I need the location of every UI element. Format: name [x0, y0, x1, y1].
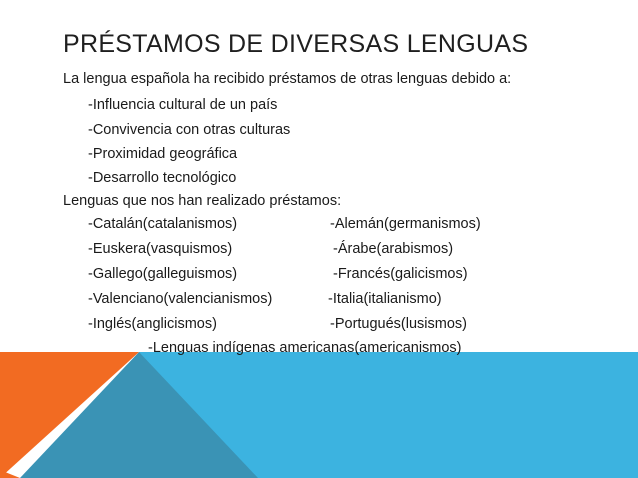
- cause-item: -Proximidad geográfica: [88, 146, 238, 162]
- languages-heading: Lenguas que nos han realizado préstamos:: [63, 193, 342, 209]
- language-item-left: -Gallego(galleguismos): [88, 266, 238, 282]
- slide-title: PRÉSTAMOS DE DIVERSAS LENGUAS: [63, 30, 529, 58]
- cause-item: -Desarrollo tecnológico: [88, 170, 237, 186]
- language-item-right: -Portugués(lusismos): [330, 316, 467, 332]
- language-item-left: -Catalán(catalanismos): [88, 216, 238, 232]
- language-item-right: -Alemán(germanismos): [330, 216, 481, 232]
- orange-bottom-wedge: [0, 470, 20, 478]
- cause-item: -Convivencia con otras culturas: [88, 122, 291, 138]
- language-item-left: -Inglés(anglicismos): [88, 316, 217, 332]
- language-item-right: -Francés(galicismos): [333, 266, 468, 282]
- language-item-last: -Lenguas indígenas americanas(americanismos): [148, 340, 462, 356]
- language-item-right: -Árabe(arabismos): [333, 241, 454, 257]
- intro-text: La lengua española ha recibido préstamos de otras lenguas debido a:: [63, 71, 512, 87]
- language-item-left: -Valenciano(valencianismos): [88, 291, 273, 307]
- language-item-right: -Italia(italianismo): [328, 291, 442, 307]
- language-item-left: -Euskera(vasquismos): [88, 241, 233, 257]
- cause-item: -Influencia cultural de un país: [88, 97, 278, 113]
